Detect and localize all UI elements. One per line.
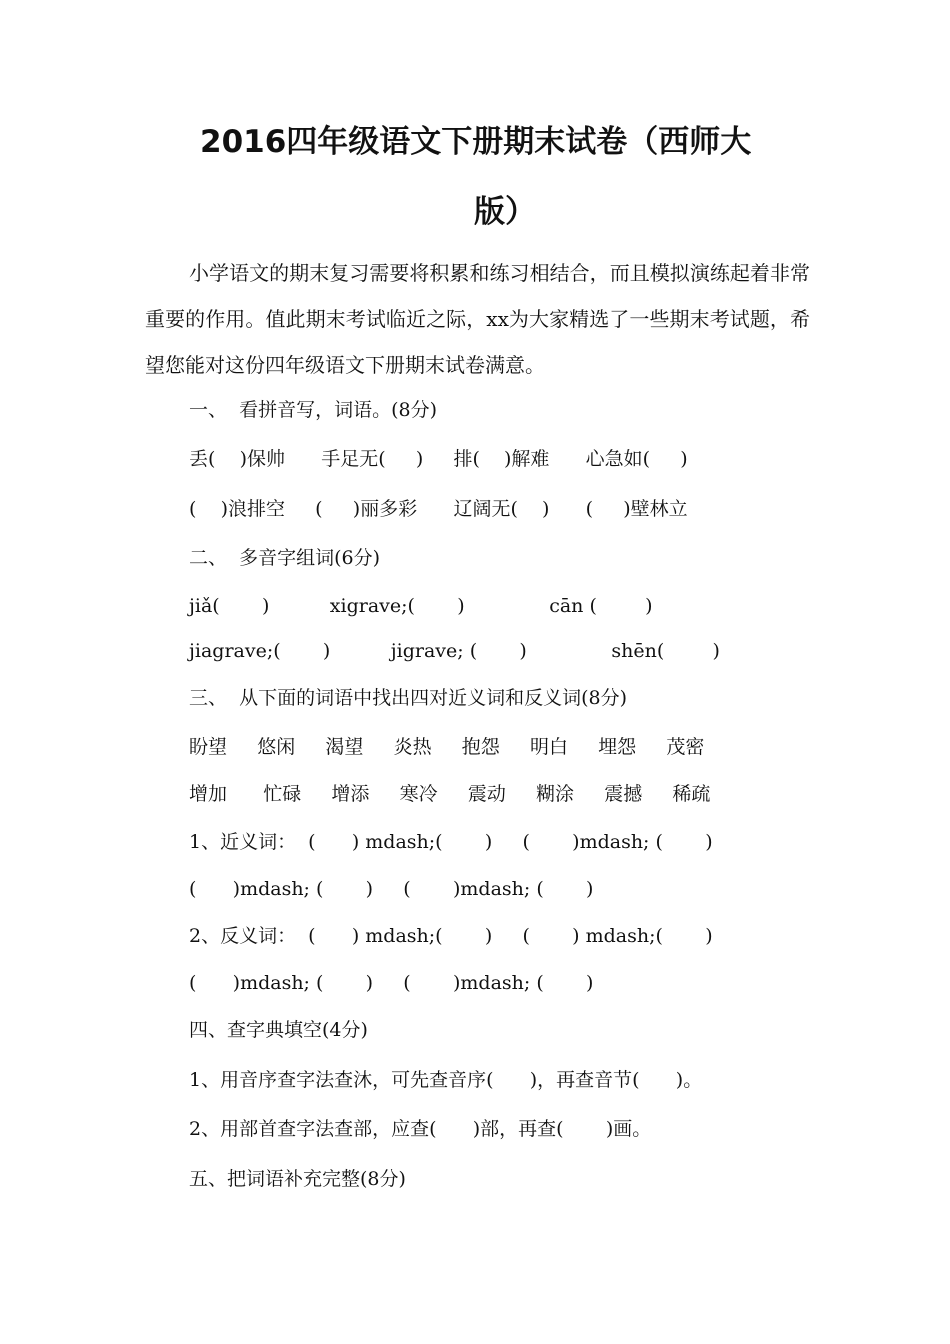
section-3-words-row-2: 增加 忙碌 增添 寒冷 震动 糊涂 震撼 稀疏: [189, 783, 711, 805]
antonyms-row-2: ( )mdash; ( ) ( )mdash; ( ): [189, 972, 594, 994]
document-title-line-2: 版）: [474, 194, 536, 230]
section-5-heading: 五、把词语补充完整(8分): [189, 1168, 406, 1190]
section-4-item-1: 1、用音序查字法查沐，可先查音序( )，再查音节( )。: [189, 1069, 703, 1091]
section-1-row-1: 丢( )保帅 手足无( ) 排( )解难 心急如( ): [189, 448, 688, 470]
section-2-row-2: jiagrave;( ) jigrave; ( ) shēn( ): [189, 640, 720, 662]
section-1-row-2: ( )浪排空 ( )丽多彩 辽阔无( ) ( )壁林立: [189, 498, 688, 520]
section-1-heading: 一、 看拼音写，词语。(8分): [189, 399, 437, 421]
synonyms-row-1: 1、近义词： ( ) mdash;( ) ( )mdash; ( ): [189, 831, 713, 853]
section-3-heading: 三、 从下面的词语中找出四对近义词和反义词(8分): [189, 687, 627, 709]
section-4-item-2: 2、用部首查字法查部，应查( )部，再查( )画。: [189, 1118, 652, 1140]
section-2-row-1: jiǎ( ) xigrave;( ) cān ( ): [189, 595, 653, 617]
section-3-words-row-1: 盼望 悠闲 渴望 炎热 抱怨 明白 埋怨 茂密: [189, 736, 705, 758]
document-title-line-1: 2016四年级语文下册期末试卷（西师大: [200, 124, 752, 160]
intro-paragraph: 小学语文的期末复习需要将积累和练习相结合，而且模拟演练起着非常重要的作用。值此期末考试临近之际，xx为大家精选了一些期末考试题，希望您能对这份四年级语文下册期末试卷满意。: [145, 261, 810, 377]
antonyms-row-1: 2、反义词： ( ) mdash;( ) ( ) mdash;( ): [189, 925, 713, 947]
synonyms-row-2: ( )mdash; ( ) ( )mdash; ( ): [189, 878, 594, 900]
section-2-heading: 二、 多音字组词(6分): [189, 547, 380, 569]
section-4-heading: 四、查字典填空(4分): [189, 1019, 368, 1041]
